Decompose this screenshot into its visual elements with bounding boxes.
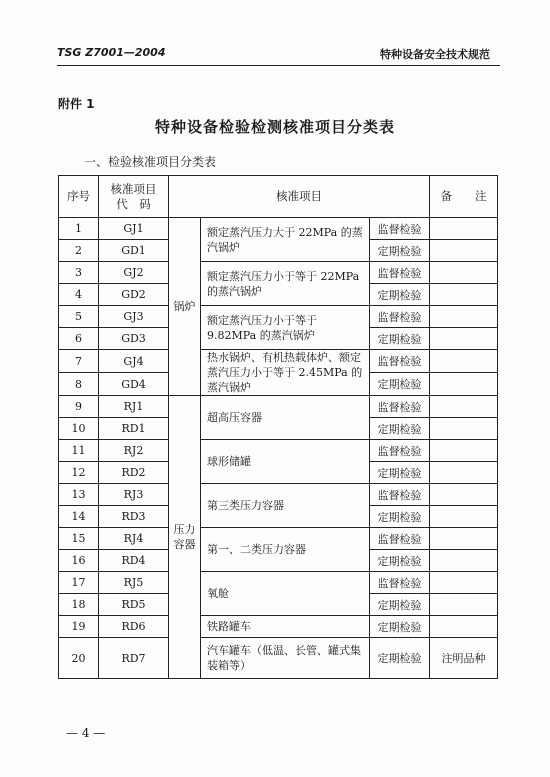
table-row xyxy=(59,616,498,638)
category-pressure-vessel: 压力 容器 xyxy=(169,396,201,679)
row-type: 监督检验 xyxy=(370,484,430,506)
row-no: 14 xyxy=(59,506,99,528)
row-no: 16 xyxy=(59,550,99,572)
classification-table xyxy=(58,175,498,679)
item-name: 汽车罐车（低温、长管、罐式集装箱等） xyxy=(201,638,370,679)
row-no: 1 xyxy=(59,218,99,240)
document-code: TSG Z7001—2004 xyxy=(57,46,166,59)
row-no: 13 xyxy=(59,484,99,506)
row-code: GD4 xyxy=(99,373,169,396)
table-row xyxy=(59,638,498,679)
row-code: RD7 xyxy=(99,638,169,679)
row-note xyxy=(430,262,498,284)
row-note xyxy=(430,418,498,440)
row-no: 8 xyxy=(59,373,99,396)
row-code: RJ5 xyxy=(99,572,169,594)
row-note: 注明品种 xyxy=(430,638,498,679)
table-row xyxy=(59,440,498,462)
row-no: 18 xyxy=(59,594,99,616)
row-code: GD2 xyxy=(99,284,169,306)
page-title: 特种设备检验检测核准项目分类表 xyxy=(154,118,395,136)
row-note xyxy=(430,594,498,616)
row-code: RJ2 xyxy=(99,440,169,462)
row-no: 5 xyxy=(59,306,99,328)
header-note: 备 注 xyxy=(430,176,498,218)
row-note xyxy=(430,306,498,328)
row-type: 监督检验 xyxy=(370,572,430,594)
row-type: 定期检验 xyxy=(370,373,430,396)
item-name: 额定蒸汽压力小于等于 9.82MPa 的蒸汽锅炉 xyxy=(201,306,370,350)
item-name: 氧舱 xyxy=(201,572,370,616)
item-name: 额定蒸汽压力大于 22MPa 的蒸汽锅炉 xyxy=(201,218,370,262)
row-type: 定期检验 xyxy=(370,594,430,616)
item-name: 铁路罐车 xyxy=(201,616,370,638)
row-note xyxy=(430,218,498,240)
row-no: 7 xyxy=(59,350,99,373)
row-no: 11 xyxy=(59,440,99,462)
row-code: GJ4 xyxy=(99,350,169,373)
row-no: 20 xyxy=(59,638,99,679)
row-type: 定期检验 xyxy=(370,284,430,306)
row-no: 6 xyxy=(59,328,99,350)
row-type: 定期检验 xyxy=(370,462,430,484)
row-note xyxy=(430,484,498,506)
row-note xyxy=(430,462,498,484)
row-type: 监督检验 xyxy=(370,262,430,284)
header-item: 核准项目 xyxy=(169,176,430,218)
document-series: 特种设备安全技术规范 xyxy=(380,48,490,61)
item-name: 热水锅炉、有机热载体炉、额定蒸汽压力小于等于 2.45MPa 的蒸汽锅炉 xyxy=(201,350,370,396)
table-row xyxy=(59,218,498,240)
row-note xyxy=(430,572,498,594)
row-type: 定期检验 xyxy=(370,638,430,679)
row-code: RD4 xyxy=(99,550,169,572)
table-header-row xyxy=(59,176,498,218)
row-code: GJ2 xyxy=(99,262,169,284)
table-row xyxy=(59,306,498,328)
row-no: 4 xyxy=(59,284,99,306)
row-type: 定期检验 xyxy=(370,328,430,350)
item-name: 额定蒸汽压力小于等于 22MPa 的蒸汽锅炉 xyxy=(201,262,370,306)
row-note xyxy=(430,506,498,528)
row-no: 9 xyxy=(59,396,99,418)
page-number: — 4 — xyxy=(66,726,106,740)
row-code: RD6 xyxy=(99,616,169,638)
table-row xyxy=(59,484,498,506)
appendix-label: 附件 1 xyxy=(58,97,95,111)
row-type: 定期检验 xyxy=(370,506,430,528)
item-name: 第三类压力容器 xyxy=(201,484,370,528)
item-name: 第一、二类压力容器 xyxy=(201,528,370,572)
row-code: RD3 xyxy=(99,506,169,528)
row-type: 定期检验 xyxy=(370,418,430,440)
section-heading: 一、检验核准项目分类表 xyxy=(84,155,217,169)
row-note xyxy=(430,373,498,396)
header-rule xyxy=(57,65,500,66)
row-note xyxy=(430,528,498,550)
row-no: 15 xyxy=(59,528,99,550)
row-type: 监督检验 xyxy=(370,440,430,462)
row-code: GD1 xyxy=(99,240,169,262)
row-note xyxy=(430,350,498,373)
row-code: GJ1 xyxy=(99,218,169,240)
table-row xyxy=(59,396,498,418)
row-note xyxy=(430,440,498,462)
row-note xyxy=(430,396,498,418)
table-row xyxy=(59,350,498,373)
row-no: 19 xyxy=(59,616,99,638)
row-code: RJ3 xyxy=(99,484,169,506)
row-type: 定期检验 xyxy=(370,550,430,572)
row-type: 监督检验 xyxy=(370,396,430,418)
row-code: RD5 xyxy=(99,594,169,616)
row-no: 12 xyxy=(59,462,99,484)
table-row xyxy=(59,572,498,594)
row-type: 定期检验 xyxy=(370,616,430,638)
row-code: RJ1 xyxy=(99,396,169,418)
row-code: RD1 xyxy=(99,418,169,440)
row-type: 监督检验 xyxy=(370,306,430,328)
category-boiler: 锅炉 xyxy=(169,218,201,396)
row-note xyxy=(430,284,498,306)
header-code: 核准项目 代 码 xyxy=(99,176,169,218)
row-code: GJ3 xyxy=(99,306,169,328)
header-seq: 序号 xyxy=(59,176,99,218)
table-row xyxy=(59,528,498,550)
row-type: 监督检验 xyxy=(370,350,430,373)
row-note xyxy=(430,328,498,350)
row-code: GD3 xyxy=(99,328,169,350)
row-type: 监督检验 xyxy=(370,218,430,240)
row-no: 2 xyxy=(59,240,99,262)
row-no: 17 xyxy=(59,572,99,594)
row-note xyxy=(430,550,498,572)
row-no: 3 xyxy=(59,262,99,284)
row-note xyxy=(430,240,498,262)
row-code: RJ4 xyxy=(99,528,169,550)
row-no: 10 xyxy=(59,418,99,440)
item-name: 超高压容器 xyxy=(201,396,370,440)
row-note xyxy=(430,616,498,638)
row-type: 监督检验 xyxy=(370,528,430,550)
table-row xyxy=(59,262,498,284)
item-name: 球形储罐 xyxy=(201,440,370,484)
row-code: RD2 xyxy=(99,462,169,484)
row-type: 定期检验 xyxy=(370,240,430,262)
